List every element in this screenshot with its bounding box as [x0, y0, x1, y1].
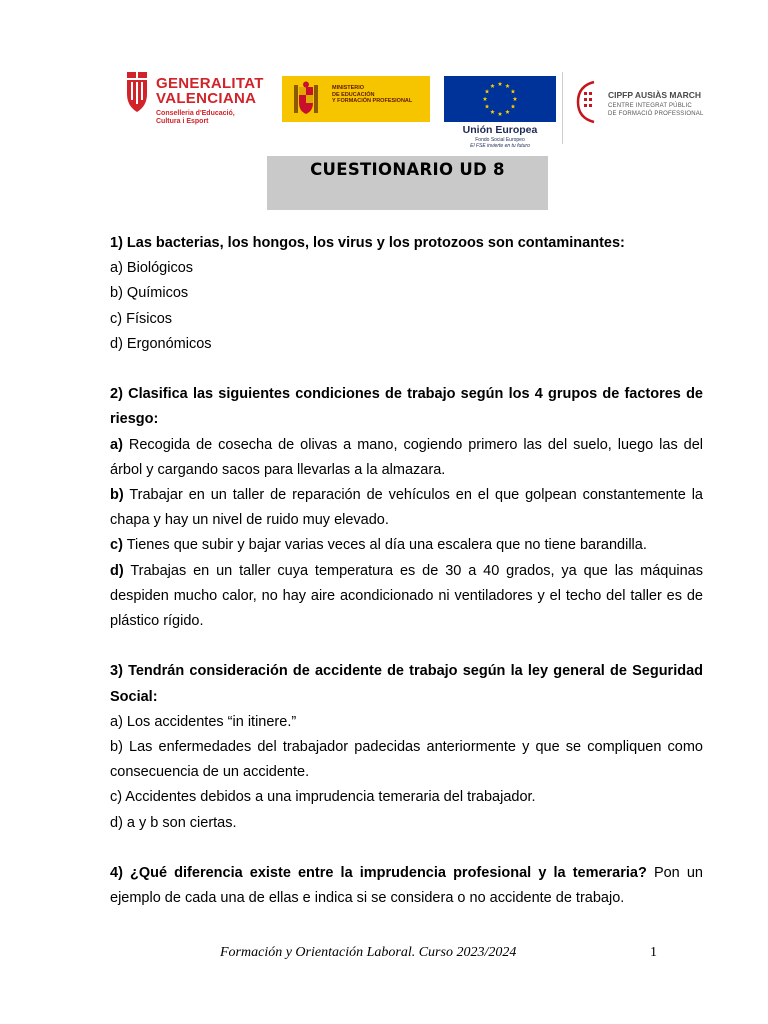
- item-label: a): [110, 436, 123, 453]
- title-box: [267, 156, 548, 210]
- cipfp-subtitle: CENTRE INTEGRAT PÚBLIC DE FORMACIÓ PROFESSIONAL: [608, 103, 704, 117]
- spain-coat-of-arms-icon: [288, 81, 324, 117]
- question-3-option-b: b) Las enfermedades del trabajador padecidas anteriormente y que se compliquen como consecuencia de un accidente.: [110, 739, 703, 781]
- item-text: Trabajas en un taller cuya temperatura es de 30 a 40 grados, ya que las máquinas despiden mucho calor, no hay aire acondicionado ni ventiladores y el techo del taller es de plástico rígido.: [110, 562, 703, 630]
- item-text: Recogida de cosecha de olivas a mano, cogiendo primero las del suelo, luego las del árbol y cargando sacos para llevarlas a la almazara.: [110, 436, 704, 478]
- question-1-prompt: 1) Las bacterias, los hongos, los virus y los protozoos son contaminantes:: [110, 235, 625, 251]
- generalitat-name: GENERALITAT VALENCIANA: [156, 75, 264, 107]
- question-3-prompt: 3) Tendrán consideración de accidente de trabajo según la ley general de Seguridad Social:: [110, 663, 703, 705]
- item-label: c): [110, 537, 123, 554]
- spacer: [110, 634, 703, 659]
- page-footer: [0, 945, 768, 969]
- ministerio-name: MINISTERIO DE EDUCACIÓN Y FORMACIÓN PROFESIONAL: [332, 85, 413, 104]
- question-3-option-a: a) Los accidentes “in itinere.”: [110, 713, 297, 730]
- questionnaire-body: [110, 231, 703, 911]
- item-label: b): [110, 487, 124, 504]
- eu-subtitle: Fondo Social Europeo El FSE invierte en tu futuro: [470, 137, 530, 149]
- generalitat-emblem-icon: [124, 70, 150, 114]
- eu-title: Unión Europea: [462, 124, 538, 136]
- spacer: [110, 357, 703, 382]
- question-1-option-a: a) Biológicos: [110, 260, 194, 277]
- footer-text: Formación y Orientación Laboral. Curso 2023/2024: [220, 945, 517, 960]
- question-4-prompt-bold: 4) ¿Qué diferencia existe entre la imprudencia profesional y la temeraria?: [110, 865, 647, 882]
- question-2-item-a: [110, 433, 703, 483]
- cipfp-ausias-march-logo: [572, 80, 712, 130]
- header-logos: [120, 66, 710, 150]
- item-text: Tienes que subir y bajar varias veces al día una escalera que no tiene barandilla.: [126, 537, 647, 554]
- question-1-option-b: b) Químicos: [110, 285, 189, 302]
- generalitat-valenciana-logo: [124, 68, 280, 126]
- spacer: [110, 836, 703, 861]
- question-3-option-d: d) a y b son ciertas.: [110, 814, 237, 831]
- question-1-option-d: d) Ergonómicos: [110, 335, 212, 352]
- question-2-prompt: 2) Clasifica las siguientes condiciones de trabajo según los 4 grupos de factores de riesgo:: [110, 386, 703, 428]
- question-3-option-c: c) Accidentes debidos a una imprudencia temeraria del trabajador.: [110, 789, 536, 806]
- generalitat-conselleria: Conselleria d'Educació, Cultura i Esport: [156, 110, 235, 125]
- union-europea-logo: [442, 76, 558, 148]
- cipfp-emblem-icon: [574, 80, 598, 124]
- question-2-item-b: [110, 483, 703, 533]
- logo-divider: [562, 72, 563, 144]
- question-2-item-c: [110, 533, 703, 558]
- ministerio-educacion-logo: [282, 76, 430, 122]
- cipfp-name: CIPFP AUSIÀS MARCH: [608, 90, 702, 100]
- question-1-option-c: c) Físicos: [110, 310, 173, 327]
- question-4-prompt-rest: Pon un ejemplo de cada una de ellas e indica si se considera o no accidente de trabajo.: [110, 865, 703, 907]
- eu-flag-icon: [444, 76, 556, 122]
- question-4-prompt: [110, 861, 703, 911]
- item-text: Trabajar en un taller de reparación de vehículos en el que golpean constantemente la chapa y hay un nivel de ruido muy elevado.: [110, 487, 703, 529]
- item-label: d): [110, 562, 124, 579]
- page-number: 1: [650, 945, 657, 960]
- question-2-item-d: [110, 559, 703, 635]
- page-title: CUESTIONARIO UD 8: [310, 160, 505, 179]
